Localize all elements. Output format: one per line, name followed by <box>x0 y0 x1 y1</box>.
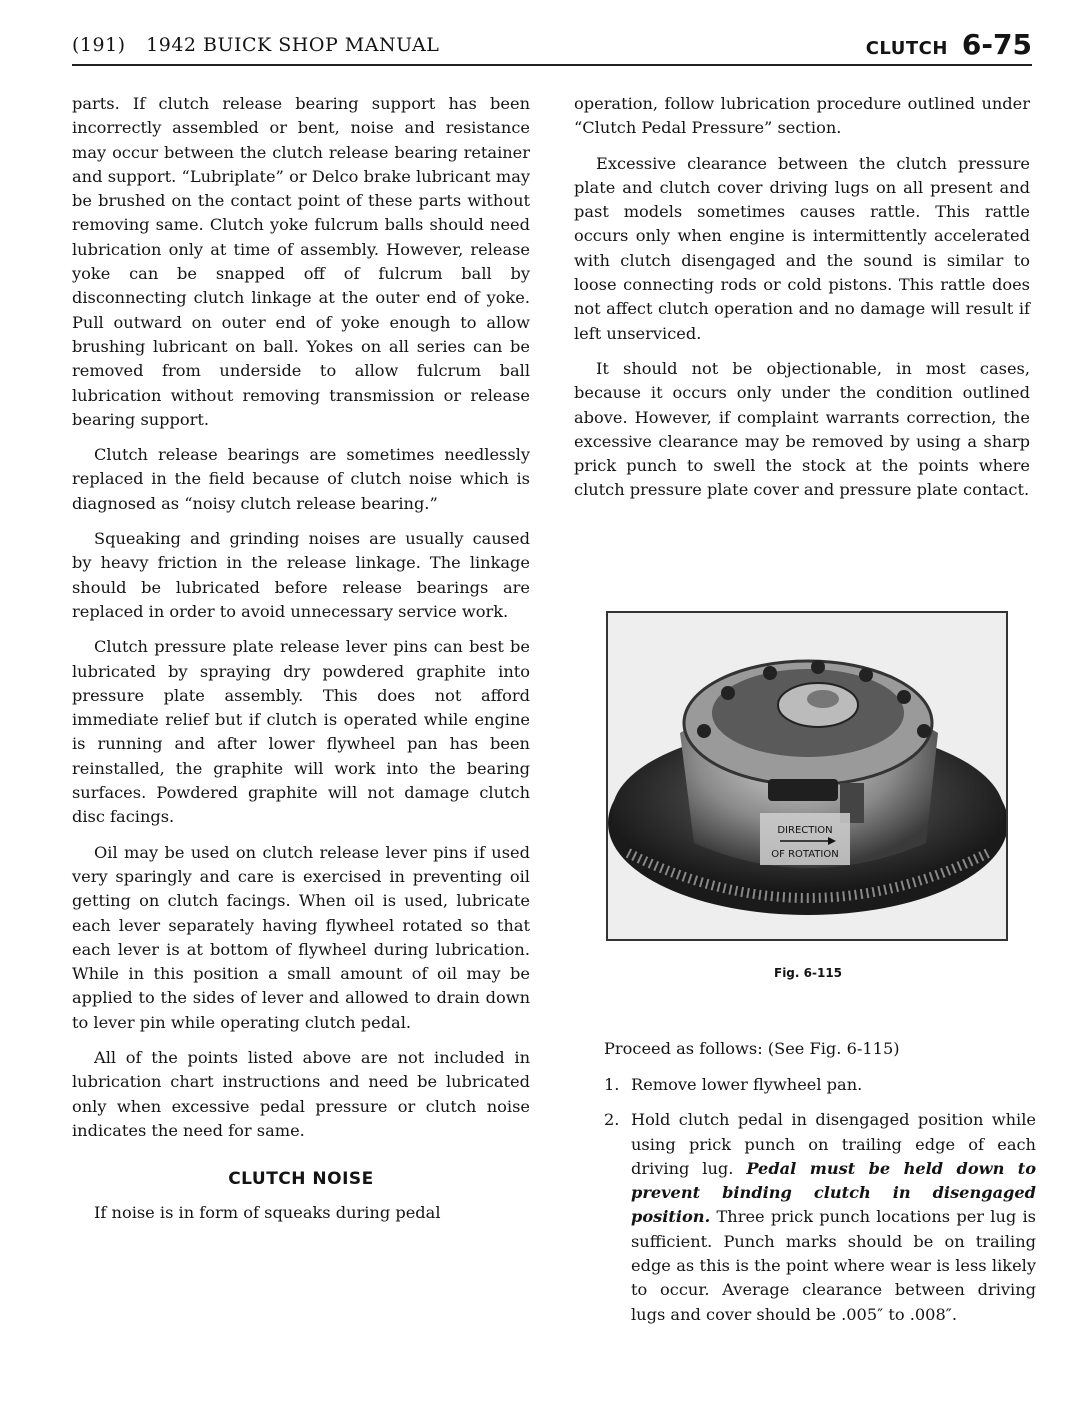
rotation-label <box>760 813 850 865</box>
rotation-label-line1: DIRECTION <box>777 825 833 836</box>
running-head <box>72 34 439 56</box>
rotation-label-line2: OF ROTATION <box>771 849 839 860</box>
header-rule <box>72 64 1032 66</box>
procedure-step <box>604 1108 1036 1327</box>
procedure-steps <box>604 1073 1036 1338</box>
step-number: 1. <box>604 1075 620 1094</box>
step-number: 2. <box>604 1110 620 1130</box>
clutch-photo-figure <box>606 611 1008 941</box>
page-number: 6-75 <box>961 28 1032 61</box>
paragraph: It should not be objectionable, in most cases, because it occurs only under the condition outlined above. However, if complaint warrants correction, the excessive clearance may be removed by using a sharp prick punch to swell the stock at the points where clutch pressure plate cover and pressure plate contact. <box>574 358 1030 500</box>
section-heading: CLUTCH NOISE <box>228 1169 374 1190</box>
paragraph: operation, follow lubrication procedure outlined under “Clutch Pedal Pressure” section. <box>574 94 1030 138</box>
paragraph: If noise is in form of squeaks during pedal <box>94 1203 441 1223</box>
paragraph: Clutch pressure plate release lever pins can best be lubricated by spraying dry powdered graphite into pressure plate assembly. This does not afford immediate relief but if clutch is operated while engine is running and after lower flywheel pan has been reinstalled, the graphite will work into the bearing surfaces. Powdered graphite will not damage clutch disc facings. <box>72 637 530 827</box>
step-text: Hold clutch pedal in disengaged position while using prick punch on trailing edge of each driving lug. <box>631 1110 1036 1178</box>
paragraph: Oil may be used on clutch release lever pins if used very sparingly and care is exercised in preventing oil getting on clutch facings. When oil is used, lubricate each lever separately having flywheel rotated so that each lever is at bottom of flywheel during lubrication. While in this position a small amount of oil may be applied to the sides of lever and allowed to drain down to lever pin while operating clutch pedal. <box>72 842 530 1032</box>
step-text: Three prick punch locations per lug is sufficient. Punch marks should be on trailing edge as this is the point where wear is less likely to occur. Average clearance between driving lugs and cover should be .005″ to .008″. <box>631 1207 1036 1324</box>
page-header <box>72 28 1032 68</box>
step-text: Remove lower flywheel pan. <box>631 1075 863 1094</box>
page-reference: (191) <box>72 34 126 56</box>
procedure-step <box>604 1073 1036 1097</box>
left-column <box>72 92 530 1237</box>
paragraph: All of the points listed above are not included in lubrication chart instructions and need be lubricated only when excessive pedal pressure or clutch noise indicates the need for same. <box>72 1047 530 1140</box>
section-marker <box>866 28 1032 61</box>
paragraph: Squeaking and grinding noises are usually caused by heavy friction in the release linkage. The linkage should be lubricated before release bearings are replaced in order to avoid unnecessary service work. <box>72 529 530 621</box>
figure-caption: Fig. 6-115 <box>774 966 843 980</box>
paragraph: Clutch release bearings are sometimes needlessly replaced in the field because of clutch noise which is diagnosed as “noisy clutch release bearing.” <box>72 445 530 513</box>
right-column <box>574 92 1030 514</box>
section-name: CLUTCH <box>865 38 948 59</box>
manual-title: 1942 BUICK SHOP MANUAL <box>146 34 440 56</box>
clutch-flywheel-illustration <box>608 613 1006 939</box>
step-emphasis: Pedal must be held down to prevent binding clutch in disengaged position. <box>631 1158 1037 1227</box>
paragraph: Excessive clearance between the clutch pressure plate and clutch cover driving lugs on all present and past models sometimes causes rattle. This rattle occurs only when engine is intermittently accelerated with clutch disengaged and the sound is similar to loose connecting rods or cold pistons. This rattle does not affect clutch operation and no damage will result if left unserviced. <box>574 153 1030 343</box>
procedure-intro: Proceed as follows: (See Fig. 6-115) <box>604 1039 900 1058</box>
paragraph: parts. If clutch release bearing support has been incorrectly assembled or bent, noise and resistance may occur between the clutch release bearing retainer and support. “Lubriplate” or Delco brake lubricant may be brushed on the contact point of these parts without removing same. Clutch yoke fulcrum balls should need lubrication only at time of assembly. However, release yoke can be snapped off of fulcrum ball by disconnecting clutch linkage at the outer end of yoke. Pull outward on outer end of yoke enough to allow brushing lubricant on ball. Yokes on all series can be removed from underside to allow fulcrum ball lubrication without removing transmission or release bearing support. <box>72 94 530 429</box>
